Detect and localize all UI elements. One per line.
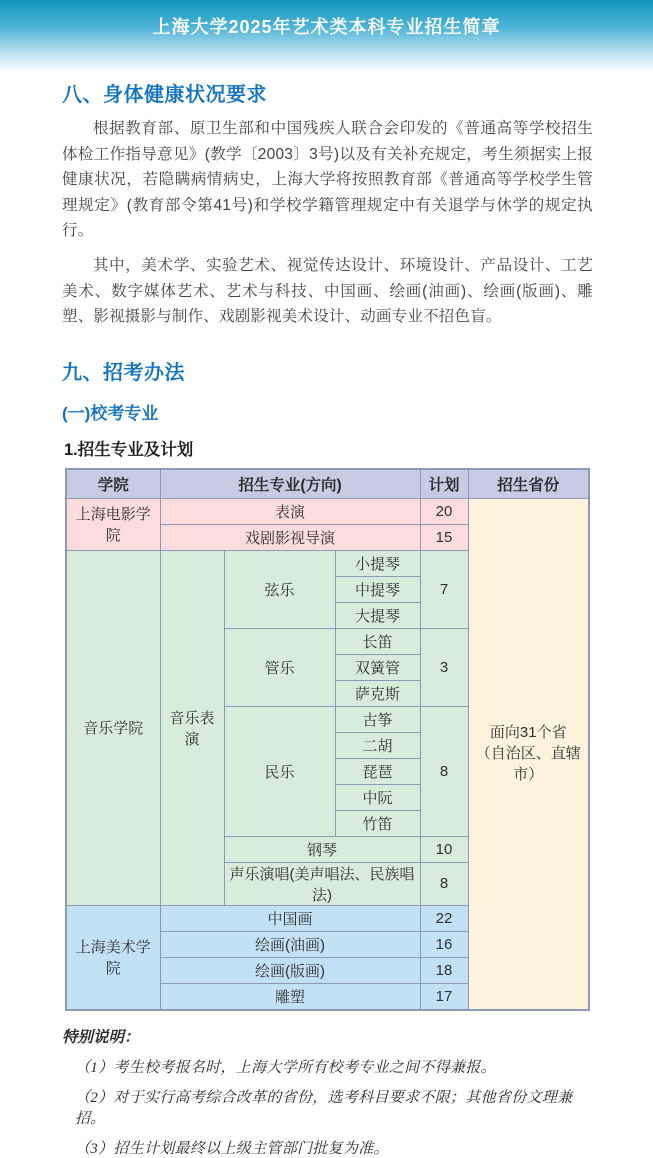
cell-college-fine-arts: 上海美术学院 [66,905,160,1010]
cell-plan: 15 [420,524,468,550]
cell-group-strings: 弦乐 [224,550,335,628]
section-8-paragraph-1: 根据教育部、原卫生部和中国残疾人联合会印发的《普通高等学校招生体检工作指导意见》(教学〔2003〕3号)以及有关补充规定，考生须据实上报健康状况，若隐瞒病情病史，上海大学将按照教育部《普通高等学校学生管理规定》(教育部令第41号)和学校学籍管理规定中有关退学与休学的规定执行。 [62,120,593,240]
section-8-paragraph-2: 其中，美术学、实验艺术、视觉传达设计、环境设计、产品设计、工艺美术、数字媒体艺术、艺术与科技、中国画、绘画(油画)、绘画(版画)、雕塑、影视摄影与制作、戏剧影视美术设计、动画专业不招色盲。 [62,256,593,326]
cell-major: 中国画 [160,905,420,931]
section-9-subheading-exam-majors: (一)校考专业 [62,403,159,423]
cell-instrument: 二胡 [335,732,420,758]
cell-plan: 20 [420,498,468,524]
province-note-line-1: 面向31个省 [489,724,567,742]
page-title: 上海大学2025年艺术类本科专业招生简章 [152,17,501,37]
section-9-subheading-plan: 1.招生专业及计划 [64,440,194,459]
cell-major-piano: 钢琴 [224,836,420,862]
cell-major: 绘画(版画) [160,957,420,983]
cell-instrument: 琵琶 [335,758,420,784]
note-item-1: （1）考生校考报名时，上海大学所有校考专业之间不得兼报。 [75,1059,496,1076]
page-header-banner [0,0,653,72]
cell-major: 雕塑 [160,983,420,1010]
note-item-2: （2）对于实行高考综合改革的省份，选考科目要求不限；其他省份文理兼招。 [75,1089,573,1127]
page-content [0,72,653,1158]
special-notes-title: 特别说明： [62,1028,140,1046]
table-header-row [66,469,589,499]
cell-group-folk: 民乐 [224,706,335,836]
cell-instrument: 古筝 [335,706,420,732]
cell-plan: 10 [420,836,468,862]
header-college: 学院 [66,469,160,499]
cell-major-vocal: 声乐演唱(美声唱法、民族唱法) [224,862,420,905]
cell-instrument: 双簧管 [335,654,420,680]
cell-plan: 8 [420,862,468,905]
province-note-line-2: （自治区、直辖市） [475,745,581,784]
cell-instrument: 竹笛 [335,810,420,836]
cell-major: 表演 [160,498,420,524]
cell-instrument: 萨克斯 [335,680,420,706]
header-plan: 计划 [420,469,468,499]
cell-plan: 8 [420,706,468,836]
cell-provinces [468,498,589,1010]
header-provinces: 招生省份 [468,469,589,499]
cell-group-winds: 管乐 [224,628,335,706]
cell-instrument: 长笛 [335,628,420,654]
cell-plan: 3 [420,628,468,706]
cell-plan: 22 [420,905,468,931]
cell-plan: 7 [420,550,468,628]
cell-plan: 18 [420,957,468,983]
cell-major: 戏剧影视导演 [160,524,420,550]
cell-plan: 17 [420,983,468,1010]
cell-instrument: 小提琴 [335,550,420,576]
cell-college-music: 音乐学院 [66,550,160,905]
cell-major: 绘画(油画) [160,931,420,957]
special-notes [62,1025,593,1158]
table-row [66,498,589,524]
admission-plan-table [65,468,590,1011]
cell-instrument: 中提琴 [335,576,420,602]
header-major: 招生专业(方向) [160,469,420,499]
section-8-heading: 八、身体健康状况要求 [62,84,267,106]
cell-instrument: 中阮 [335,784,420,810]
note-item-3: （3）招生计划最终以上级主管部门批复为准。 [75,1140,389,1157]
cell-college-film: 上海电影学院 [66,498,160,550]
cell-plan: 16 [420,931,468,957]
cell-major-music-performance: 音乐表演 [160,550,224,905]
cell-instrument: 大提琴 [335,602,420,628]
section-9-heading: 九、招考办法 [62,361,185,384]
